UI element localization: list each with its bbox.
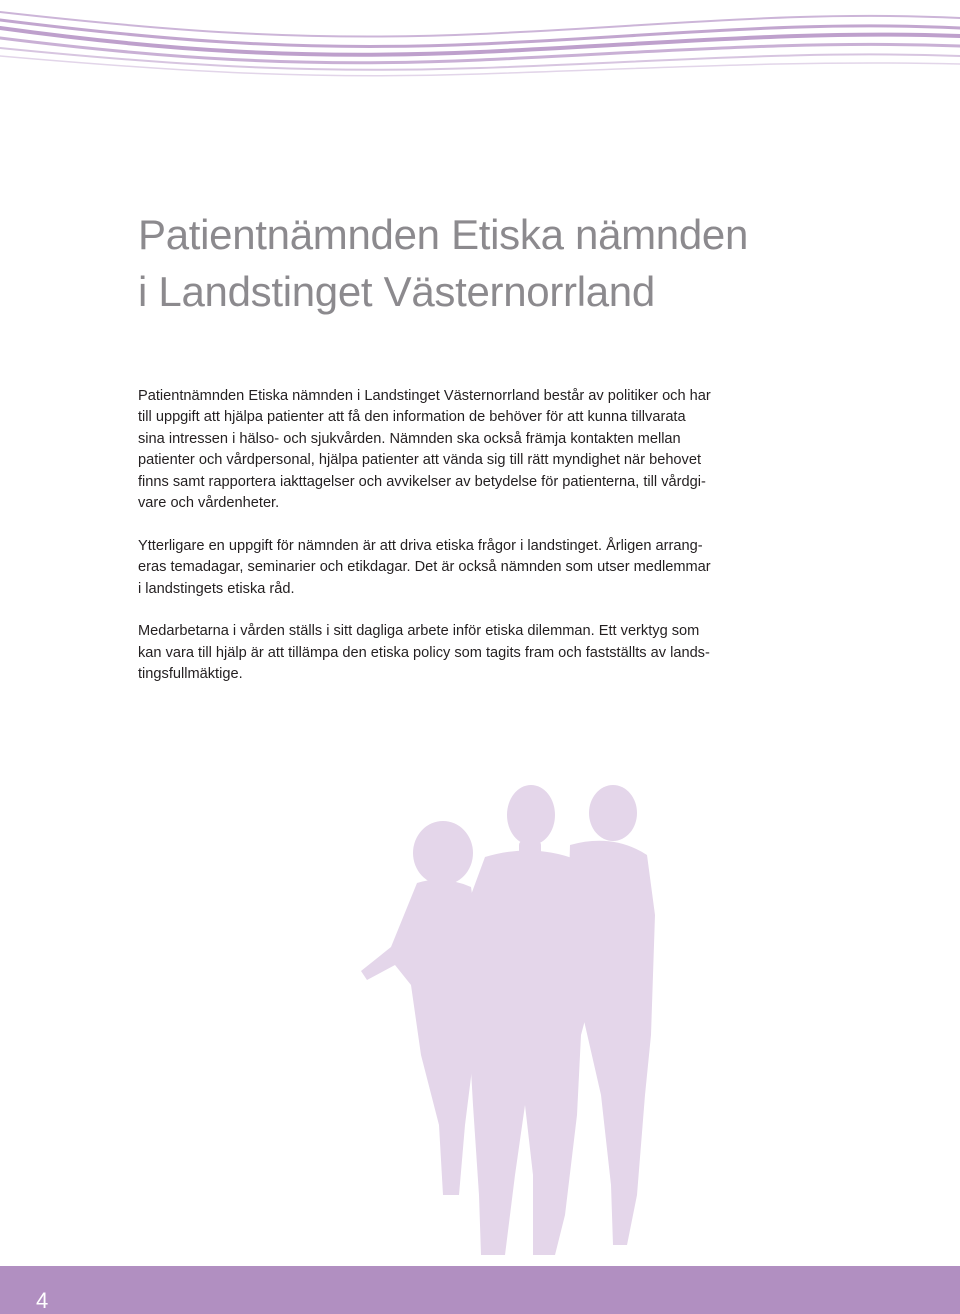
paragraph-1	[138, 386, 798, 514]
paragraph-2	[138, 536, 798, 600]
text-line: finns samt rapportera iakttagelser och avvikelser av betydelse för patienterna, till vårdgi-	[138, 473, 706, 490]
text-line: kan vara till hjälp är att tillämpa den etiska policy som tagits fram och fastställts av lands-	[138, 644, 710, 661]
body-text	[138, 386, 798, 707]
text-line: eras temadagar, seminarier och etikdagar. Det är också nämnden som utser medlemmar	[138, 559, 711, 576]
text-line: i landstingets etiska råd.	[138, 580, 295, 597]
paragraph-3	[138, 621, 798, 685]
page-number: 4	[36, 1288, 49, 1313]
footer-bar	[0, 1266, 960, 1314]
text-line: Ytterligare en uppgift för nämnden är att driva etiska frågor i landstinget. Årligen arrang-	[138, 537, 703, 554]
people-silhouette-illustration	[355, 775, 655, 1255]
text-line: Patientnämnden Etiska nämnden i Landstinget Västernorrland består av politiker och har	[138, 388, 711, 404]
page-title	[138, 206, 918, 320]
text-line: vare och vårdenheter.	[138, 495, 280, 512]
text-line: sina intressen i hälso- och sjukvården. Nämnden ska också främja kontakten mellan	[138, 430, 681, 447]
text-line: patienter och vårdpersonal, hjälpa patienter att vända sig till rätt myndighet när behovet	[138, 452, 702, 469]
decorative-wave-header	[0, 0, 960, 90]
text-line: till uppgift att hjälpa patienter att få den information de behöver för att kunna tillvarata	[138, 409, 686, 426]
text-line: Medarbetarna i vården ställs i sitt dagliga arbete inför etiska dilemman. Ett verktyg som	[138, 623, 700, 640]
page-title-line-1: Patientnämnden Etiska nämnden	[138, 211, 749, 258]
page-title-line-2: i Landstinget Västernorrland	[138, 268, 655, 315]
text-line: tingsfullmäktige.	[138, 666, 243, 683]
